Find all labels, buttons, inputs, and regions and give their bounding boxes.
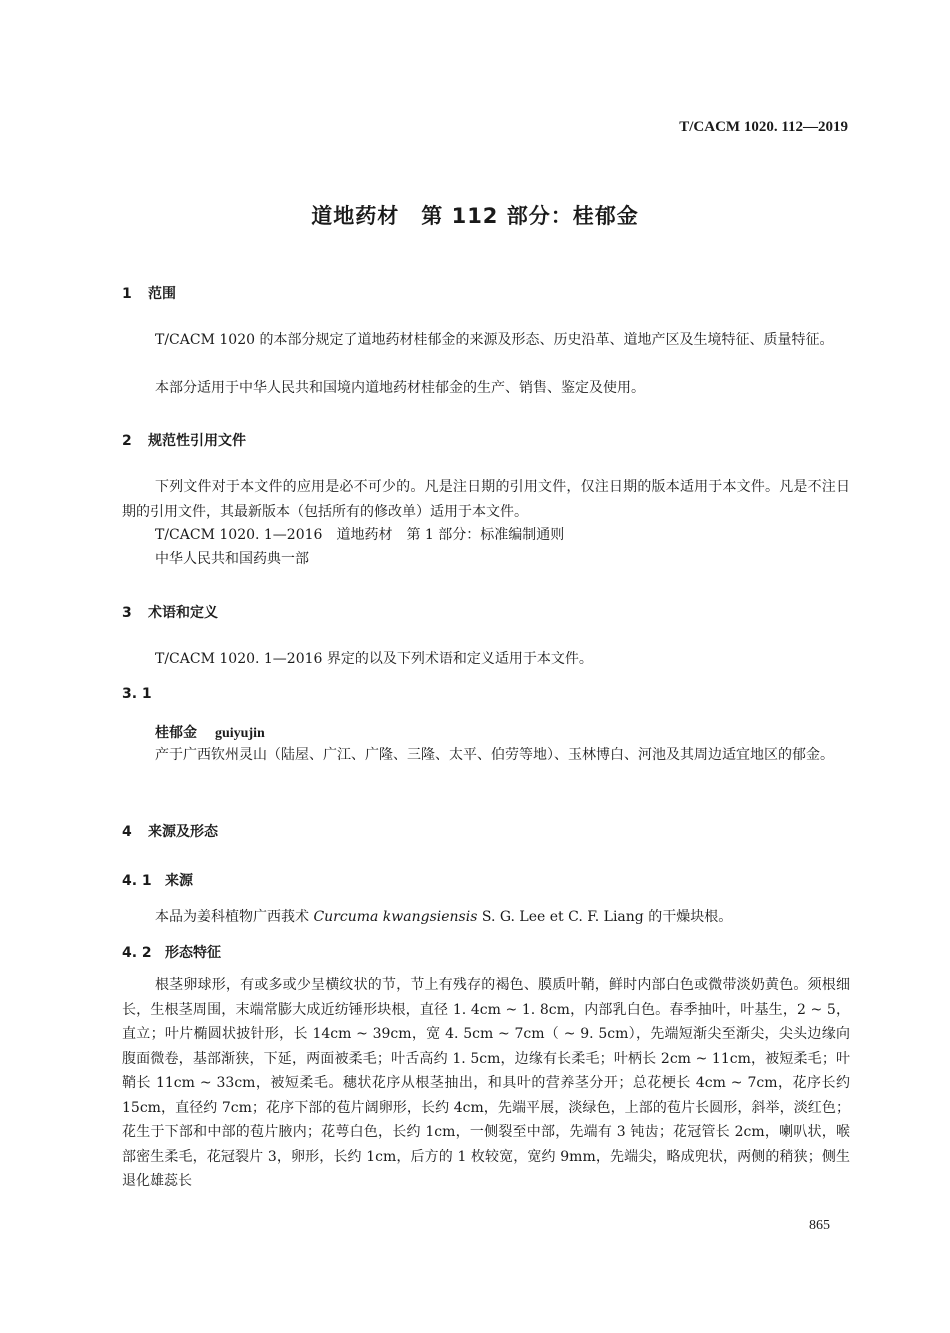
section-number: 2 (122, 433, 132, 449)
reference-1: T/CACM 1020. 1—2016 道地药材 第 1 部分：标准编制通则 (155, 527, 565, 543)
subsection-number: 4. 1 (122, 873, 152, 889)
morphology-paragraph: 根茎卵球形，有或多或少呈横纹状的节，节上有残存的褐色、膜质叶鞘，鲜时内部白色或微带淡奶黄色。须根细长，生根茎周围，末端常膨大成近纺锤形块根，直径 1. 4cm ~ 1. 8cm，内部乳白色。春季抽叶，叶基生，2 ~ 5，直立；叶片椭圆状披针形，长 14cm ~ 39cm，宽 4. 5cm ~ 7cm（ ~ 9. 5cm），先端短渐尖至渐尖，尖头边缘向腹面微卷，基部渐狭，下延，两面被柔毛；叶舌高约 1. 5cm，边缘有长柔毛；叶柄长 2cm ~ 11cm，被短柔毛；叶鞘长 11cm ~ 33cm，被短柔毛。穗状花序从根茎抽出，和具叶的营养茎分开；总花梗长 4cm ~ 7cm，花序长约 15cm，直径约 7cm；花序下部的苞片阔卵形，长约 4cm，先端平展，淡绿色，上部的苞片长圆形，斜举，淡红色；花生于下部和中部的苞片腋内；花萼白色，长约 1cm，一侧裂至中部，先端有 3 钝齿；花冠管长 2cm，喇叭状，喉部密生柔毛，花冠裂片 3，卵形，长约 1cm，后方的 1 枚较宽，宽约 9mm，先端尖，略成兜状，两侧的稍狭；侧生退化雄蕊长 (122, 977, 850, 1189)
section-3-heading (122, 602, 218, 622)
section-title: 范围 (148, 286, 176, 302)
subsection-3-1-number: 3. 1 (122, 686, 152, 702)
section-title: 规范性引用文件 (148, 433, 246, 449)
section-number: 3 (122, 605, 132, 621)
reference-2: 中华人民共和国药典一部 (155, 551, 309, 567)
term-entry (155, 722, 265, 742)
term-pinyin: guiyujin (215, 726, 265, 741)
section-title: 来源及形态 (148, 824, 218, 840)
section-2-heading (122, 430, 246, 450)
source-paragraph (155, 906, 732, 926)
section-1-paragraph-1: T/CACM 1020 的本部分规定了道地药材桂郁金的来源及形态、历史沿革、道地产区及生境特征、质量特征。 (155, 332, 834, 348)
source-text-after: S. G. Lee et C. F. Liang 的干燥块根。 (477, 909, 733, 925)
subsection-number: 4. 2 (122, 945, 152, 961)
section-3-paragraph-1: T/CACM 1020. 1—2016 界定的以及下列术语和定义适用于本文件。 (155, 651, 593, 667)
term-chinese: 桂郁金 (155, 725, 197, 741)
subsection-4-2-heading (122, 942, 221, 962)
page-number: 865 (809, 1218, 830, 1233)
section-number: 4 (122, 824, 132, 840)
section-4-heading (122, 821, 218, 841)
subsection-title: 来源 (165, 873, 193, 889)
document-title: 道地药材 第 112 部分：桂郁金 (311, 204, 639, 228)
section-number: 1 (122, 286, 132, 302)
section-2-paragraph-1: 下列文件对于本文件的应用是必不可少的。凡是注日期的引用文件，仅注日期的版本适用于本文件。凡是不注日期的引用文件，其最新版本（包括所有的修改单）适用于本文件。 (122, 479, 850, 520)
section-1-heading (122, 283, 176, 303)
source-text-before: 本品为姜科植物广西莪术 (155, 909, 314, 925)
standard-code: T/CACM 1020. 112—2019 (679, 119, 848, 135)
subsection-title: 形态特征 (165, 945, 221, 961)
subsection-4-1-heading (122, 870, 193, 890)
section-title: 术语和定义 (148, 605, 218, 621)
latin-species-name: Curcuma kwangsiensis (313, 909, 478, 925)
term-definition: 产于广西钦州灵山（陆屋、广江、广隆、三隆、太平、伯劳等地）、玉林博白、河池及其周边适宜地区的郁金。 (155, 747, 834, 763)
section-1-paragraph-2: 本部分适用于中华人民共和国境内道地药材桂郁金的生产、销售、鉴定及使用。 (155, 380, 645, 396)
